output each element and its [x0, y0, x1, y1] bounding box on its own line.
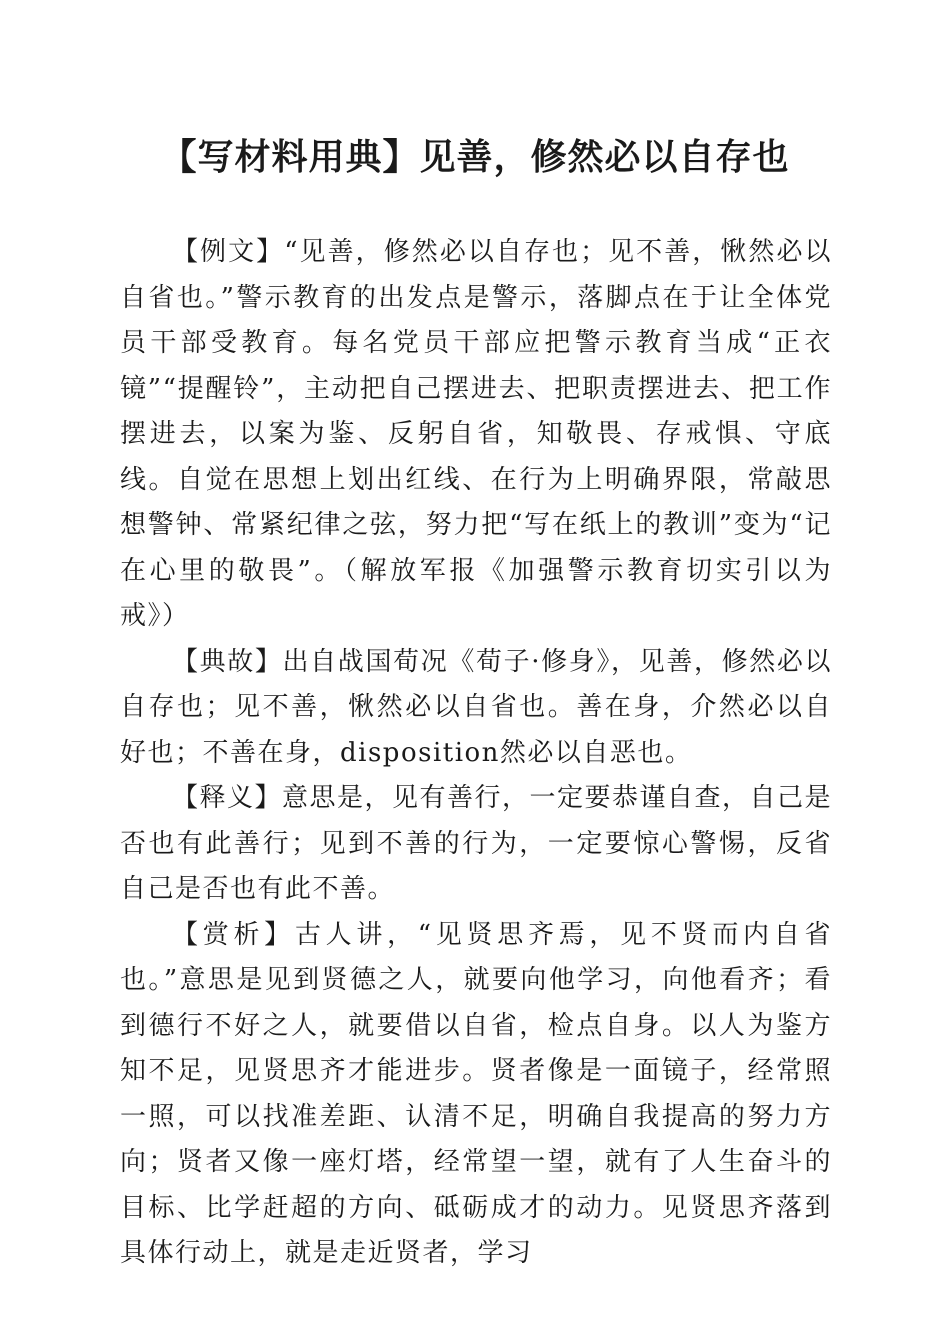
document-title: 【写材料用典】见善，修然必以自存也	[160, 137, 790, 178]
paragraph-interpretation: 【释义】意思是，见有善行，一定要恭谨自查，自己是否也有此善行；见到不善的行为，一定要惊心警惕，反省自己是否也有此不善。	[120, 783, 833, 904]
document-body	[120, 230, 832, 1277]
paragraph-example: 【例文】“见善，修然必以自存也；见不善，愀然必以自省也。”警示教育的出发点是警示，落脚点在于让全体党员干部受教育。每名党员干部应把警示教育当成“正衣镜”“提醒铃”，主动把自己摆进去、把职责摆进去、把工作摆进去，以案为鉴、反躬自省，知敬畏、存戒惧、守底线。自觉在思想上划出红线、在行为上明确界限，常敲思想警钟、常紧纪律之弦，努力把“写在纸上的教训”变为“记在心里的敬畏”。（解放军报《加强警示教育切实引以为戒》）	[120, 237, 832, 631]
paragraph-allusion: 【典故】出自战国荀况《荀子·修身》，见善，修然必以自存也；见不善，愀然必以自省也。善在身，介然必以自好也；不善在身，disposition然必以自恶也。	[120, 646, 832, 768]
paragraph-appreciation: 【赏析】古人讲，“见贤思齐焉，见不贤而内自省也。”意思是见到贤德之人，就要向他学习，向他看齐；看到德行不好之人，就要借以自省，检点自身。以人为鉴方知不足，见贤思齐才能进步。贤者像是一面镜子，经常照一照，可以找准差距、认清不足，明确自我提高的努力方向；贤者又像一座灯塔，经常望一望，就有了人生奋斗的目标、比学赶超的方向、砥砺成才的动力。见贤思齐落到具体行动上，就是走近贤者，学习	[120, 919, 832, 1268]
